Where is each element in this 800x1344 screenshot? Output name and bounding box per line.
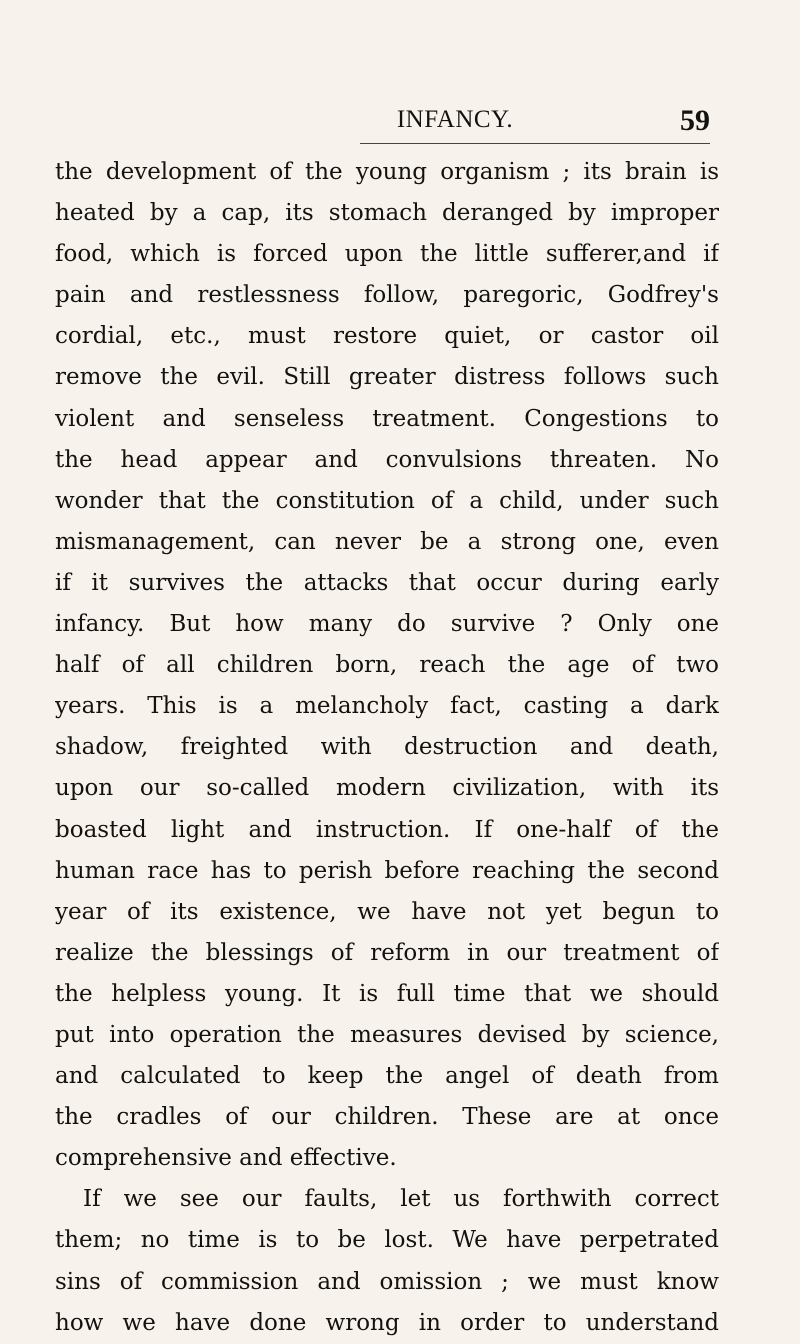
text-line: them; no time is to be lost. We have perpetrated	[55, 1227, 719, 1254]
text-line: heated by a cap, its stomach deranged by improper	[55, 200, 719, 227]
paragraph-2	[55, 1179, 719, 1343]
text-line: realize the blessings of reform in our treatment of	[55, 939, 719, 966]
text-line: human race has to perish before reaching the second	[55, 857, 719, 884]
text-line: shadow, freighted with destruction and death,	[55, 734, 719, 761]
text-line: year of its existence, we have not yet begun to	[55, 898, 719, 925]
text-line: wonder that the constitution of a child, under such	[55, 487, 719, 514]
page-number: 59	[680, 104, 710, 137]
text-line: put into operation the measures devised by science,	[55, 1021, 719, 1048]
text-line: upon our so-called modern civilization, with its	[55, 775, 719, 802]
header-rule	[360, 143, 710, 144]
text-line: food, which is forced upon the little sufferer,and if	[55, 241, 719, 268]
text-line: boasted light and instruction. If one-half of the	[55, 816, 719, 843]
running-title: INFANCY.	[396, 106, 514, 133]
paragraph-1	[55, 152, 719, 1179]
running-head	[80, 104, 710, 144]
text-line: the helpless young. It is full time that we should	[55, 980, 719, 1007]
text-line: how we have done wrong in order to understand	[55, 1309, 719, 1336]
text-line: the development of the young organism ; its brain is	[55, 159, 719, 185]
text-line: years. This is a melancholy fact, casting a dark	[55, 693, 719, 720]
text-line: remove the evil. Still greater distress follows such	[55, 364, 719, 391]
text-line: infancy. But how many do survive ? Only one	[55, 611, 719, 638]
body-text	[55, 152, 719, 1344]
text-line: and calculated to keep the angel of death from	[55, 1063, 719, 1090]
text-line: pain and restlessness follow, paregoric, Godfrey's	[55, 282, 719, 309]
text-line: comprehensive and effective.	[55, 1145, 397, 1172]
text-line: sins of commission and omission ; we must know	[55, 1268, 719, 1295]
text-line: cordial, etc., must restore quiet, or castor oil	[55, 323, 719, 350]
text-line: the head appear and convulsions threaten. No	[55, 446, 719, 473]
text-line: the cradles of our children. These are at once	[55, 1104, 719, 1131]
text-line: mismanagement, can never be a strong one, even	[55, 528, 719, 555]
text-line: if it survives the attacks that occur during early	[55, 569, 719, 596]
text-line: If we see our faults, let us forthwith correct	[83, 1186, 719, 1213]
text-line: violent and senseless treatment. Congestions to	[55, 405, 719, 432]
text-line: half of all children born, reach the age of two	[55, 652, 719, 679]
